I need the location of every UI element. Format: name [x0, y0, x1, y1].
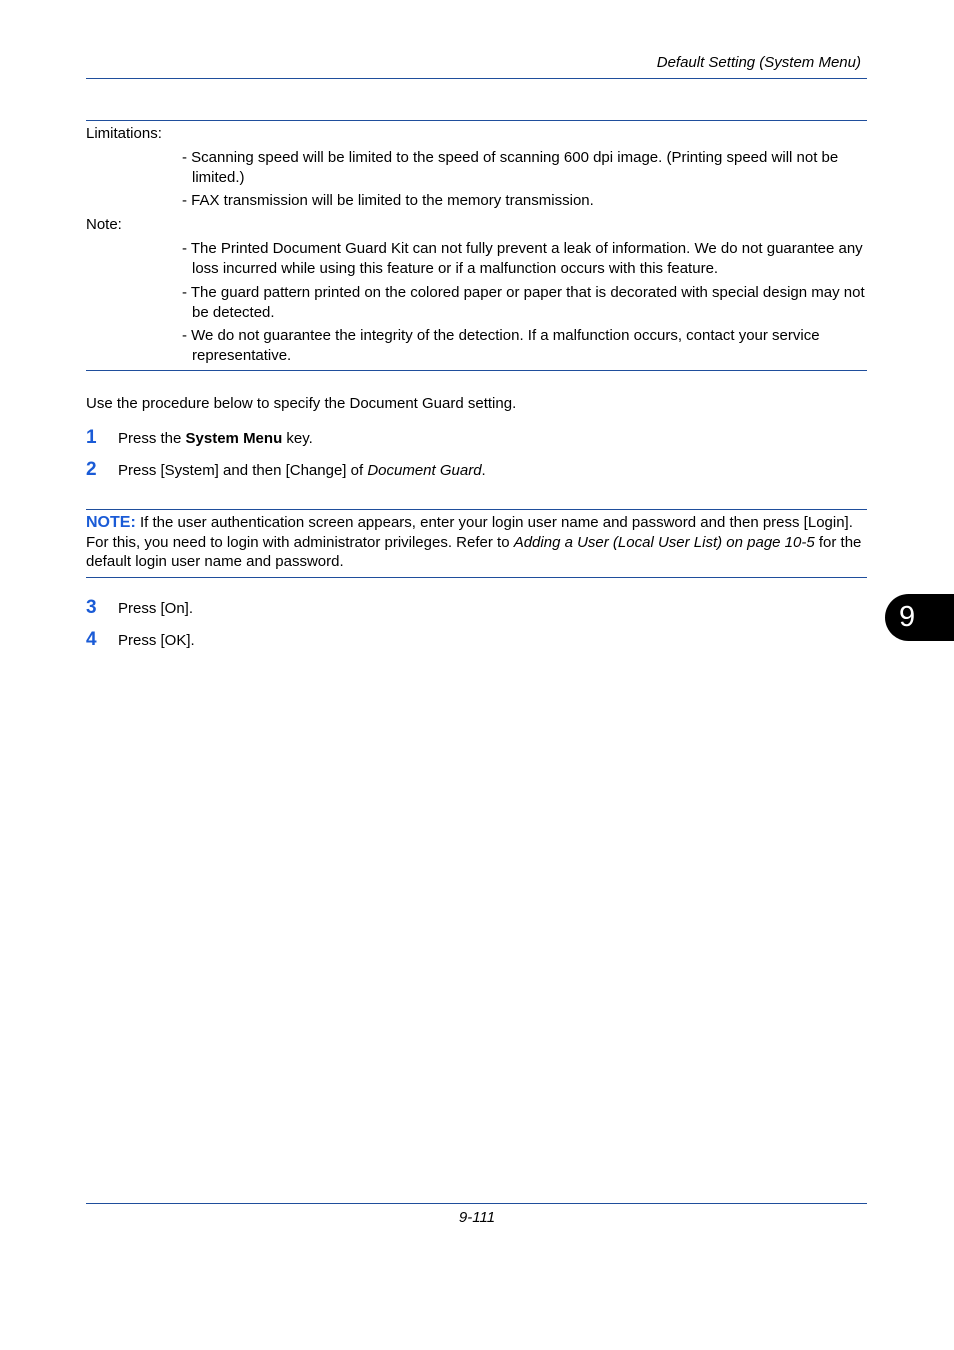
- limitation-item: - Scanning speed will be limited to the speed of scanning 600 dpi image. (Printing speed will not be limited.): [182, 149, 839, 186]
- step-text: [118, 461, 486, 480]
- step-text-part: .: [481, 462, 486, 479]
- step-text-part: Press the: [118, 430, 186, 447]
- limitations-label: Limitations:: [86, 125, 162, 142]
- note-item: - The Printed Document Guard Kit can not fully prevent a leak of information. We do not guarantee any loss incurred while using this feature or if a malfunction occurs with this feature.: [182, 240, 863, 277]
- footer-rule: [86, 1203, 867, 1204]
- chapter-tab[interactable]: [885, 594, 954, 641]
- box-top-rule: [86, 120, 867, 121]
- cross-reference-link[interactable]: Adding a User (Local User List) on page 10-5: [513, 533, 815, 551]
- note-box-label: NOTE:: [86, 514, 136, 531]
- step-number: 3: [86, 597, 97, 618]
- document-guard-term: Document Guard: [367, 462, 482, 479]
- note-box-top-rule: [86, 509, 867, 510]
- note-item: - The guard pattern printed on the colored paper or paper that is decorated with special design may not be detected.: [182, 284, 865, 321]
- step-text: Press [OK].: [118, 632, 195, 649]
- step-number: 1: [86, 427, 97, 448]
- note-box: [86, 513, 867, 572]
- step-text-part: Press [System] and then [Change] of: [118, 462, 368, 479]
- step-text: Press [On].: [118, 600, 194, 617]
- note-item: - We do not guarantee the integrity of the detection. If a malfunction occurs, contact your service representative.: [182, 327, 820, 364]
- header-title: Default Setting (System Menu): [656, 54, 861, 71]
- note-box-text: for the default login user name and password.: [86, 533, 862, 570]
- step-number: 4: [86, 629, 97, 650]
- system-menu-key: System Menu: [185, 430, 283, 447]
- intro-paragraph: Use the procedure below to specify the Document Guard setting.: [86, 395, 517, 412]
- step-number: 2: [86, 459, 97, 480]
- header-rule: [86, 78, 867, 79]
- note-box-text: If the user authentication screen appears, enter your login user name and password and then press [Login]. For this, you need to login with administrator privileges. Refer to: [86, 514, 853, 551]
- step-text-part: key.: [282, 430, 313, 447]
- chapter-number: 9: [899, 601, 916, 633]
- limitation-item: - FAX transmission will be limited to the memory transmission.: [182, 192, 594, 209]
- note-box-bottom-rule: [86, 577, 867, 578]
- box-bottom-rule: [86, 370, 867, 371]
- page-number: 9-111: [458, 1209, 496, 1226]
- step-text: [118, 429, 313, 448]
- note-label: Note:: [86, 216, 122, 233]
